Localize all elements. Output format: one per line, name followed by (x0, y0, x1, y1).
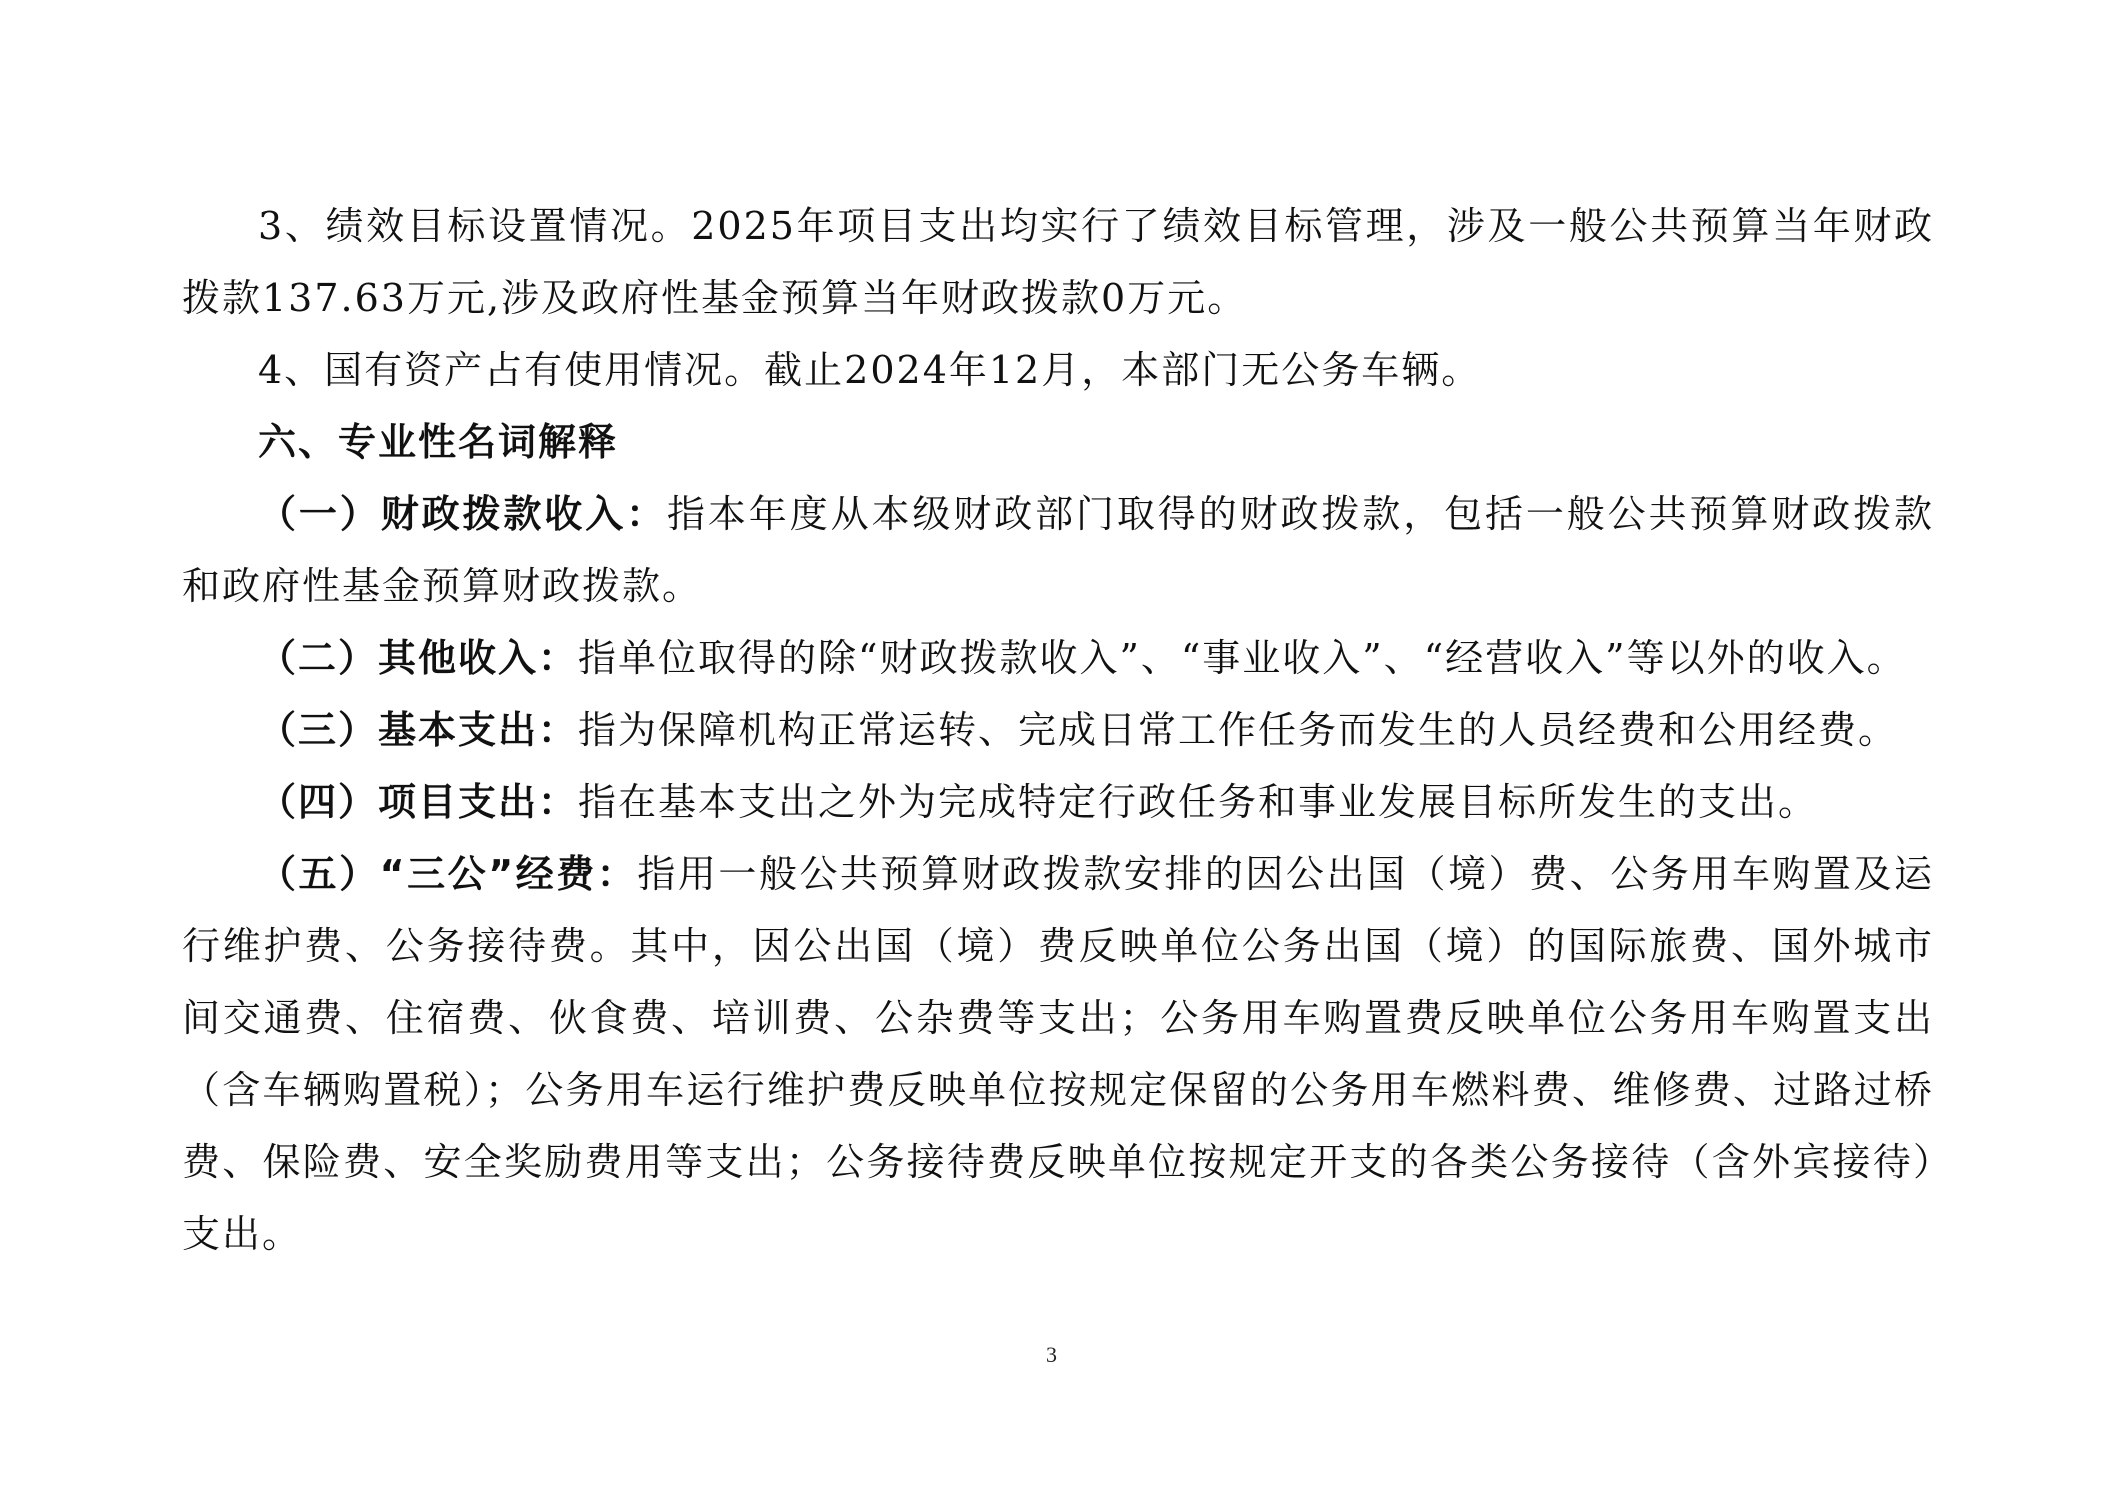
definition-item (182, 622, 1934, 694)
definition-text: 指为保障机构正常运转、完成日常工作任务而发生的人员经费和公用经费。 (578, 708, 1899, 752)
definition-text: 指在基本支出之外为完成特定行政任务和事业发展目标所发生的支出。 (578, 780, 1819, 824)
definition-term: （三）基本支出： (258, 708, 579, 752)
definition-item (182, 766, 1934, 838)
definition-term: （二）其他收入： (258, 636, 579, 680)
definition-text: 指用一般公共预算财政拨款安排的因公出国（境）费、公务用车购置及运行维护费、公务接待费。其中，因公出国（境）费反映单位公务出国（境）的国际旅费、国外城市间交通费、住宿费、伙食费、培训费、公杂费等支出；公务用车购置费反映单位公务用车购置支出（含车辆购置税）；公务用车运行维护费反映单位按规定保留的公务用车燃料费、维修费、过路过桥费、保险费、安全奖励费用等支出；公务接待费反映单位按规定开支的各类公务接待（含外宾接待）支出。 (182, 852, 1934, 1256)
definition-item (182, 478, 1934, 622)
page-number: 3 (1046, 1342, 1057, 1367)
definition-text: 指本年度从本级财政部门取得的财政拨款，包括一般公共预算财政拨款和政府性基金预算财政拨款。 (182, 492, 1934, 608)
definition-term: （四）项目支出： (258, 780, 579, 824)
definition-text: 指单位取得的除“财政拨款收入”、“事业收入”、“经营收入”等以外的收入。 (578, 636, 1907, 680)
section-heading: 六、专业性名词解释 (258, 420, 619, 464)
paragraph-performance-targets: 3、绩效目标设置情况。2025年项目支出均实行了绩效目标管理，涉及一般公共预算当年财政拨款137.63万元,涉及政府性基金预算当年财政拨款0万元。 (182, 204, 1934, 320)
definition-item (182, 838, 1934, 1270)
document-body (182, 190, 1934, 1270)
definition-item (182, 694, 1934, 766)
definition-term: （五）“三公”经费： (258, 852, 638, 896)
definition-term: （一）财政拨款收入： (258, 492, 667, 536)
paragraph-state-assets: 4、国有资产占有使用情况。截止2024年12月，本部门无公务车辆。 (258, 348, 1482, 392)
